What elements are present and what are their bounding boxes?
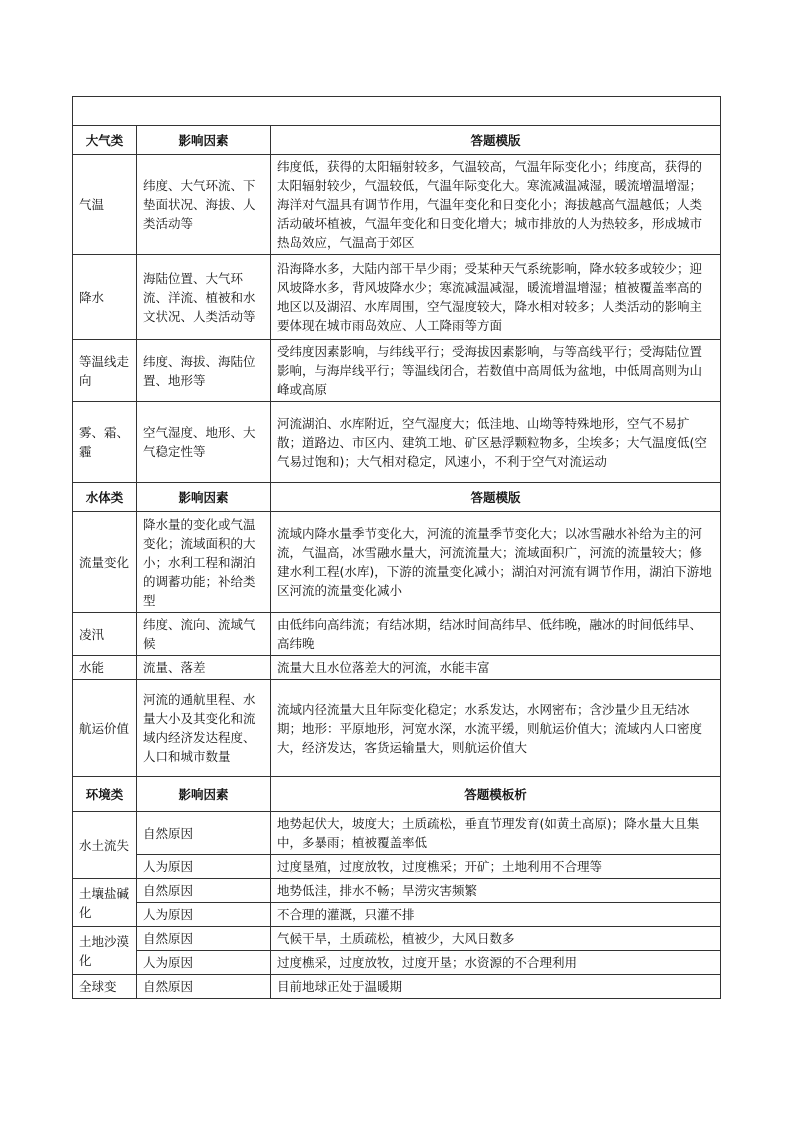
table-row	[73, 927, 721, 951]
table-row	[73, 340, 721, 402]
answer-cell: 气候干旱，土质疏松，植被少，大风日数多	[271, 927, 721, 951]
topic-cell: 气温	[73, 155, 137, 255]
answer-header: 答题模版	[271, 126, 721, 155]
table-row	[73, 613, 721, 656]
answer-cell: 过度垦殖，过度放牧，过度樵采；开矿；土地利用不合理等	[271, 855, 721, 879]
section-header-row	[73, 126, 721, 155]
table-row	[73, 812, 721, 855]
section-header-row	[73, 483, 721, 512]
factors-cell: 空气湿度、地形、大气稳定性等	[137, 402, 271, 483]
answer-cell: 地势起伏大，坡度大；土质疏松，垂直节理发育(如黄土高原)；降水量大且集中，多暴雨；植被覆盖率低	[271, 812, 721, 855]
table-row	[73, 512, 721, 613]
factors-header: 影响因素	[137, 126, 271, 155]
topic-cell: 水能	[73, 656, 137, 680]
answer-cell: 沿海降水多，大陆内部干旱少雨；受某种天气系统影响，降水较多或较少；迎风坡降水多，背风坡降水少；寒流减温减湿，暖流增温增湿；植被覆盖率高的地区以及湖沼、水库周围，空气湿度较大，降水相对较多；人类活动的影响主要体现在城市雨岛效应、人工降雨等方面	[271, 255, 721, 340]
factors-cell: 纬度、海拔、海陆位置、地形等	[137, 340, 271, 402]
answer-cell: 地势低洼，排水不畅；旱涝灾害频繁	[271, 879, 721, 903]
answer-cell: 流域内径流量大且年际变化稳定；水系发达，水网密布；含沙量少且无结冰期；地形：平原地形，河宽水深，水流平缓，则航运价值大；流域内人口密度大，经济发达，客货运输量大，则航运价值大	[271, 680, 721, 777]
cause-cell: 人为原因	[137, 903, 271, 927]
blank-cell	[73, 97, 721, 126]
blank-top-row	[73, 97, 721, 126]
topic-cell: 土壤盐碱化	[73, 879, 137, 927]
factors-header: 影响因素	[137, 777, 271, 812]
table-row	[73, 903, 721, 927]
answer-cell: 受纬度因素影响，与纬线平行；受海拔因素影响，与等高线平行；受海陆位置影响，与海岸线平行；等温线闭合，若数值中高周低为盆地，中低周高则为山峰或高原	[271, 340, 721, 402]
topic-cell: 土地沙漠化	[73, 927, 137, 975]
topic-cell: 等温线走向	[73, 340, 137, 402]
factors-cell: 河流的通航里程、水量大小及其变化和流域内经济发达程度、人口和城市数量	[137, 680, 271, 777]
topic-cell: 航运价值	[73, 680, 137, 777]
factors-cell: 流量、落差	[137, 656, 271, 680]
section-label: 水体类	[73, 483, 137, 512]
answer-cell: 流量大且水位落差大的河流，水能丰富	[271, 656, 721, 680]
table-row	[73, 879, 721, 903]
topic-cell: 降水	[73, 255, 137, 340]
factors-cell: 纬度、大气环流、下垫面状况、海拔、人类活动等	[137, 155, 271, 255]
topic-cell: 水土流失	[73, 812, 137, 879]
table-row	[73, 255, 721, 340]
table-row	[73, 155, 721, 255]
factors-cell: 纬度、流向、流域气候	[137, 613, 271, 656]
answer-cell: 目前地球正处于温暖期	[271, 975, 721, 999]
answer-cell: 纬度低，获得的太阳辐射较多，气温较高，气温年际变化小；纬度高，获得的太阳辐射较少，气温较低，气温年际变化大。寒流减温减湿，暖流增温增湿；海洋对气温具有调节作用，气温年变化和日变化小；海拔越高气温越低；人类活动破坏植被，气温年变化和日变化增大；城市排放的人为热较多，形成城市热岛效应，气温高于郊区	[271, 155, 721, 255]
topic-cell: 雾、霜、霾	[73, 402, 137, 483]
cause-cell: 自然原因	[137, 927, 271, 951]
answer-cell: 过度樵采，过度放牧，过度开垦；水资源的不合理利用	[271, 951, 721, 975]
table-row	[73, 855, 721, 879]
table-row	[73, 656, 721, 680]
section-label: 环境类	[73, 777, 137, 812]
answer-cell: 不合理的灌溉，只灌不排	[271, 903, 721, 927]
cause-cell: 自然原因	[137, 975, 271, 999]
cause-cell: 自然原因	[137, 879, 271, 903]
topic-cell: 全球变	[73, 975, 137, 999]
topic-cell: 凌汛	[73, 613, 137, 656]
cause-cell: 人为原因	[137, 855, 271, 879]
factors-header: 影响因素	[137, 483, 271, 512]
knowledge-table	[72, 96, 721, 999]
answer-cell: 由低纬向高纬流；有结冰期，结冰时间高纬早、低纬晚，融冰的时间低纬早、高纬晚	[271, 613, 721, 656]
table-row	[73, 951, 721, 975]
table-row	[73, 402, 721, 483]
cause-cell: 人为原因	[137, 951, 271, 975]
factors-cell: 降水量的变化或气温变化；流域面积的大小；水利工程和湖泊的调蓄功能；补给类型	[137, 512, 271, 613]
factors-cell: 海陆位置、大气环流、洋流、植被和水文状况、人类活动等	[137, 255, 271, 340]
table-row	[73, 975, 721, 999]
section-label: 大气类	[73, 126, 137, 155]
answer-cell: 河流湖泊、水库附近，空气湿度大；低洼地、山坳等特殊地形，空气不易扩散；道路边、市区内、建筑工地、矿区悬浮颗粒物多，尘埃多；大气温度低(空气易过饱和)；大气相对稳定，风速小，不利于空气对流运动	[271, 402, 721, 483]
cause-cell: 自然原因	[137, 812, 271, 855]
answer-header: 答题模板析	[271, 777, 721, 812]
section-header-row	[73, 777, 721, 812]
table-row	[73, 680, 721, 777]
answer-cell: 流域内降水量季节变化大，河流的流量季节变化大；以冰雪融水补给为主的河流，气温高，冰雪融水量大，河流流量大；流域面积广，河流的流量较大；修建水利工程(水库)，下游的流量变化减小；湖泊对河流有调节作用，湖泊下游地区河流的流量变化减小	[271, 512, 721, 613]
answer-header: 答题模版	[271, 483, 721, 512]
topic-cell: 流量变化	[73, 512, 137, 613]
